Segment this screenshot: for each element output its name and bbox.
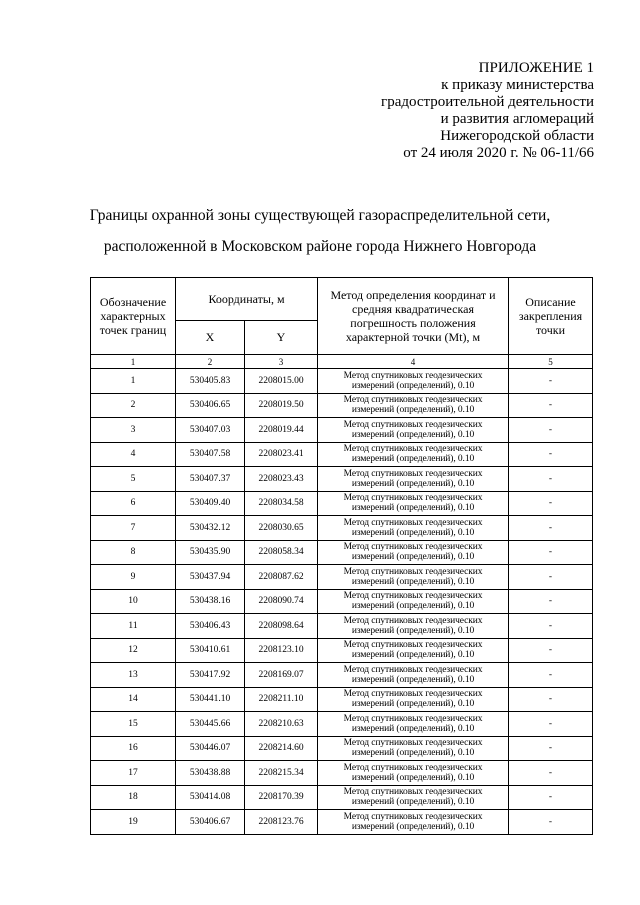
method-line-2: измерений (определений), 0.10 xyxy=(351,772,475,783)
coord-x: 530432.12 xyxy=(176,516,245,541)
method-line-1: Метод спутниковых геодезических xyxy=(343,689,483,700)
method-line-1: Метод спутниковых геодезических xyxy=(343,419,483,430)
header-coordinates: Координаты, м xyxy=(176,278,318,321)
appendix-line: к приказу министерства xyxy=(441,77,594,93)
method-line-2: измерений (определений), 0.10 xyxy=(351,748,475,759)
point-number: 15 xyxy=(91,712,176,737)
coord-x: 530438.16 xyxy=(176,589,245,614)
method-line-2: измерений (определений), 0.10 xyxy=(351,723,475,734)
point-number: 18 xyxy=(91,785,176,810)
point-description: - xyxy=(509,491,593,516)
table-row xyxy=(91,589,593,614)
method-line-1: Метод спутниковых геодезических xyxy=(343,615,483,626)
header-x: X xyxy=(176,321,245,355)
coord-x: 530435.90 xyxy=(176,540,245,565)
method-cell xyxy=(318,810,509,835)
method-cell xyxy=(318,785,509,810)
point-description: - xyxy=(509,761,593,786)
table-row xyxy=(91,687,593,712)
point-description: - xyxy=(509,369,593,394)
coord-y: 2208019.50 xyxy=(245,393,318,418)
method-line-2: измерений (определений), 0.10 xyxy=(351,650,475,661)
method-line-1: Метод спутниковых геодезических xyxy=(343,370,483,381)
table-row xyxy=(91,663,593,688)
point-number: 11 xyxy=(91,614,176,639)
point-description: - xyxy=(509,467,593,492)
method-line-1: Метод спутниковых геодезических xyxy=(343,395,483,406)
method-line-1: Метод спутниковых геодезических xyxy=(343,444,483,455)
point-number: 7 xyxy=(91,516,176,541)
method-line-2: измерений (определений), 0.10 xyxy=(351,797,475,808)
point-description: - xyxy=(509,712,593,737)
header-y: Y xyxy=(245,321,318,355)
method-line-2: измерений (определений), 0.10 xyxy=(351,552,475,563)
method-line-2: измерений (определений), 0.10 xyxy=(351,601,475,612)
method-cell xyxy=(318,369,509,394)
point-number: 14 xyxy=(91,687,176,712)
point-description: - xyxy=(509,540,593,565)
coord-x: 530407.37 xyxy=(176,467,245,492)
method-line-1: Метод спутниковых геодезических xyxy=(343,762,483,773)
point-description: - xyxy=(509,638,593,663)
method-cell xyxy=(318,687,509,712)
coord-y: 2208170.39 xyxy=(245,785,318,810)
point-number: 8 xyxy=(91,540,176,565)
point-description: - xyxy=(509,810,593,835)
coord-x: 530445.66 xyxy=(176,712,245,737)
appendix-line: ПРИЛОЖЕНИЕ 1 xyxy=(478,60,594,76)
title-line-1: Границы охранной зоны существующей газораспределительной сети, xyxy=(89,207,551,224)
column-number: 5 xyxy=(509,355,593,369)
table-row xyxy=(91,442,593,467)
method-cell xyxy=(318,663,509,688)
point-number: 12 xyxy=(91,638,176,663)
method-line-1: Метод спутниковых геодезических xyxy=(343,787,483,798)
point-number: 13 xyxy=(91,663,176,688)
coord-y: 2208123.76 xyxy=(245,810,318,835)
method-cell xyxy=(318,565,509,590)
method-line-1: Метод спутниковых геодезических xyxy=(343,713,483,724)
coord-x: 530417.92 xyxy=(176,663,245,688)
boundary-points-table xyxy=(90,277,593,835)
method-cell xyxy=(318,589,509,614)
coord-y: 2208087.62 xyxy=(245,565,318,590)
point-description: - xyxy=(509,442,593,467)
table-row xyxy=(91,712,593,737)
method-cell xyxy=(318,638,509,663)
coord-y: 2208090.74 xyxy=(245,589,318,614)
method-cell xyxy=(318,761,509,786)
coord-x: 530406.65 xyxy=(176,393,245,418)
method-cell xyxy=(318,712,509,737)
table-row xyxy=(91,369,593,394)
coord-x: 530407.58 xyxy=(176,442,245,467)
column-number: 4 xyxy=(318,355,509,369)
table-row xyxy=(91,393,593,418)
coord-y: 2208123.10 xyxy=(245,638,318,663)
header-description: Описание закрепления точки xyxy=(509,278,593,355)
method-line-2: измерений (определений), 0.10 xyxy=(351,454,475,465)
table-row xyxy=(91,761,593,786)
point-number: 2 xyxy=(91,393,176,418)
table-row xyxy=(91,516,593,541)
appendix-line: Нижегородской области xyxy=(440,128,594,144)
method-line-2: измерений (определений), 0.10 xyxy=(351,821,475,832)
method-cell xyxy=(318,736,509,761)
appendix-header xyxy=(381,60,594,162)
method-line-1: Метод спутниковых геодезических xyxy=(343,664,483,675)
method-line-1: Метод спутниковых геодезических xyxy=(343,493,483,504)
point-description: - xyxy=(509,565,593,590)
header-method: Метод определения координат и средняя квадратическая погрешность положения характерной точки (Mt), м xyxy=(318,278,509,355)
method-line-1: Метод спутниковых геодезических xyxy=(343,566,483,577)
method-line-1: Метод спутниковых геодезических xyxy=(343,517,483,528)
column-number: 2 xyxy=(176,355,245,369)
coord-x: 530405.83 xyxy=(176,369,245,394)
coord-x: 530441.10 xyxy=(176,687,245,712)
table-row xyxy=(91,736,593,761)
appendix-line: от 24 июля 2020 г. № 06-11/66 xyxy=(403,145,594,161)
point-description: - xyxy=(509,516,593,541)
point-number: 19 xyxy=(91,810,176,835)
point-description: - xyxy=(509,663,593,688)
method-line-2: измерений (определений), 0.10 xyxy=(351,429,475,440)
appendix-line: и развития агломераций xyxy=(440,111,594,127)
coord-x: 530446.07 xyxy=(176,736,245,761)
point-description: - xyxy=(509,687,593,712)
coord-x: 530406.43 xyxy=(176,614,245,639)
method-line-2: измерений (определений), 0.10 xyxy=(351,503,475,514)
point-description: - xyxy=(509,418,593,443)
coord-y: 2208210.63 xyxy=(245,712,318,737)
point-number: 9 xyxy=(91,565,176,590)
coord-x: 530437.94 xyxy=(176,565,245,590)
column-number: 1 xyxy=(91,355,176,369)
method-line-1: Метод спутниковых геодезических xyxy=(343,542,483,553)
table-body xyxy=(91,369,593,835)
table-row xyxy=(91,810,593,835)
coord-x: 530406.67 xyxy=(176,810,245,835)
method-cell xyxy=(318,467,509,492)
coord-x: 530407.03 xyxy=(176,418,245,443)
coord-y: 2208211.10 xyxy=(245,687,318,712)
method-line-1: Метод спутниковых геодезических xyxy=(343,591,483,602)
method-line-1: Метод спутниковых геодезических xyxy=(343,811,483,822)
point-number: 4 xyxy=(91,442,176,467)
method-cell xyxy=(318,516,509,541)
coord-x: 530414.08 xyxy=(176,785,245,810)
coord-y: 2208098.64 xyxy=(245,614,318,639)
appendix-line: градостроительной деятельности xyxy=(381,94,594,110)
coord-y: 2208015.00 xyxy=(245,369,318,394)
coord-y: 2208169.07 xyxy=(245,663,318,688)
table-row xyxy=(91,565,593,590)
method-line-2: измерений (определений), 0.10 xyxy=(351,527,475,538)
point-number: 1 xyxy=(91,369,176,394)
coord-y: 2208058.34 xyxy=(245,540,318,565)
coord-y: 2208214.60 xyxy=(245,736,318,761)
coord-y: 2208215.34 xyxy=(245,761,318,786)
table-row xyxy=(91,491,593,516)
table-row xyxy=(91,638,593,663)
point-number: 6 xyxy=(91,491,176,516)
method-line-2: измерений (определений), 0.10 xyxy=(351,674,475,685)
document-title xyxy=(0,200,640,262)
point-number: 16 xyxy=(91,736,176,761)
method-line-1: Метод спутниковых геодезических xyxy=(343,640,483,651)
method-cell xyxy=(318,418,509,443)
coord-x: 530409.40 xyxy=(176,491,245,516)
header-points: Обозначение характерных точек границ xyxy=(91,278,176,355)
point-number: 5 xyxy=(91,467,176,492)
method-line-2: измерений (определений), 0.10 xyxy=(351,380,475,391)
coord-y: 2208034.58 xyxy=(245,491,318,516)
method-line-1: Метод спутниковых геодезических xyxy=(343,468,483,479)
method-cell xyxy=(318,491,509,516)
table-row xyxy=(91,467,593,492)
table-row xyxy=(91,540,593,565)
point-description: - xyxy=(509,736,593,761)
coord-x: 530410.61 xyxy=(176,638,245,663)
table-row xyxy=(91,614,593,639)
column-number: 3 xyxy=(245,355,318,369)
point-description: - xyxy=(509,785,593,810)
title-line-2: расположенной в Московском районе города Нижнего Новгорода xyxy=(103,238,537,255)
coord-y: 2208023.43 xyxy=(245,467,318,492)
coord-y: 2208023.41 xyxy=(245,442,318,467)
coord-y: 2208019.44 xyxy=(245,418,318,443)
point-number: 3 xyxy=(91,418,176,443)
point-description: - xyxy=(509,589,593,614)
point-description: - xyxy=(509,393,593,418)
method-cell xyxy=(318,442,509,467)
method-line-2: измерений (определений), 0.10 xyxy=(351,625,475,636)
method-line-2: измерений (определений), 0.10 xyxy=(351,478,475,489)
method-cell xyxy=(318,614,509,639)
method-line-1: Метод спутниковых геодезических xyxy=(343,738,483,749)
table-row xyxy=(91,785,593,810)
point-description: - xyxy=(509,614,593,639)
method-cell xyxy=(318,393,509,418)
table-row xyxy=(91,418,593,443)
coord-y: 2208030.65 xyxy=(245,516,318,541)
point-number: 17 xyxy=(91,761,176,786)
method-line-2: измерений (определений), 0.10 xyxy=(351,405,475,416)
method-line-2: измерений (определений), 0.10 xyxy=(351,576,475,587)
coord-x: 530438.88 xyxy=(176,761,245,786)
point-number: 10 xyxy=(91,589,176,614)
method-cell xyxy=(318,540,509,565)
method-line-2: измерений (определений), 0.10 xyxy=(351,699,475,710)
